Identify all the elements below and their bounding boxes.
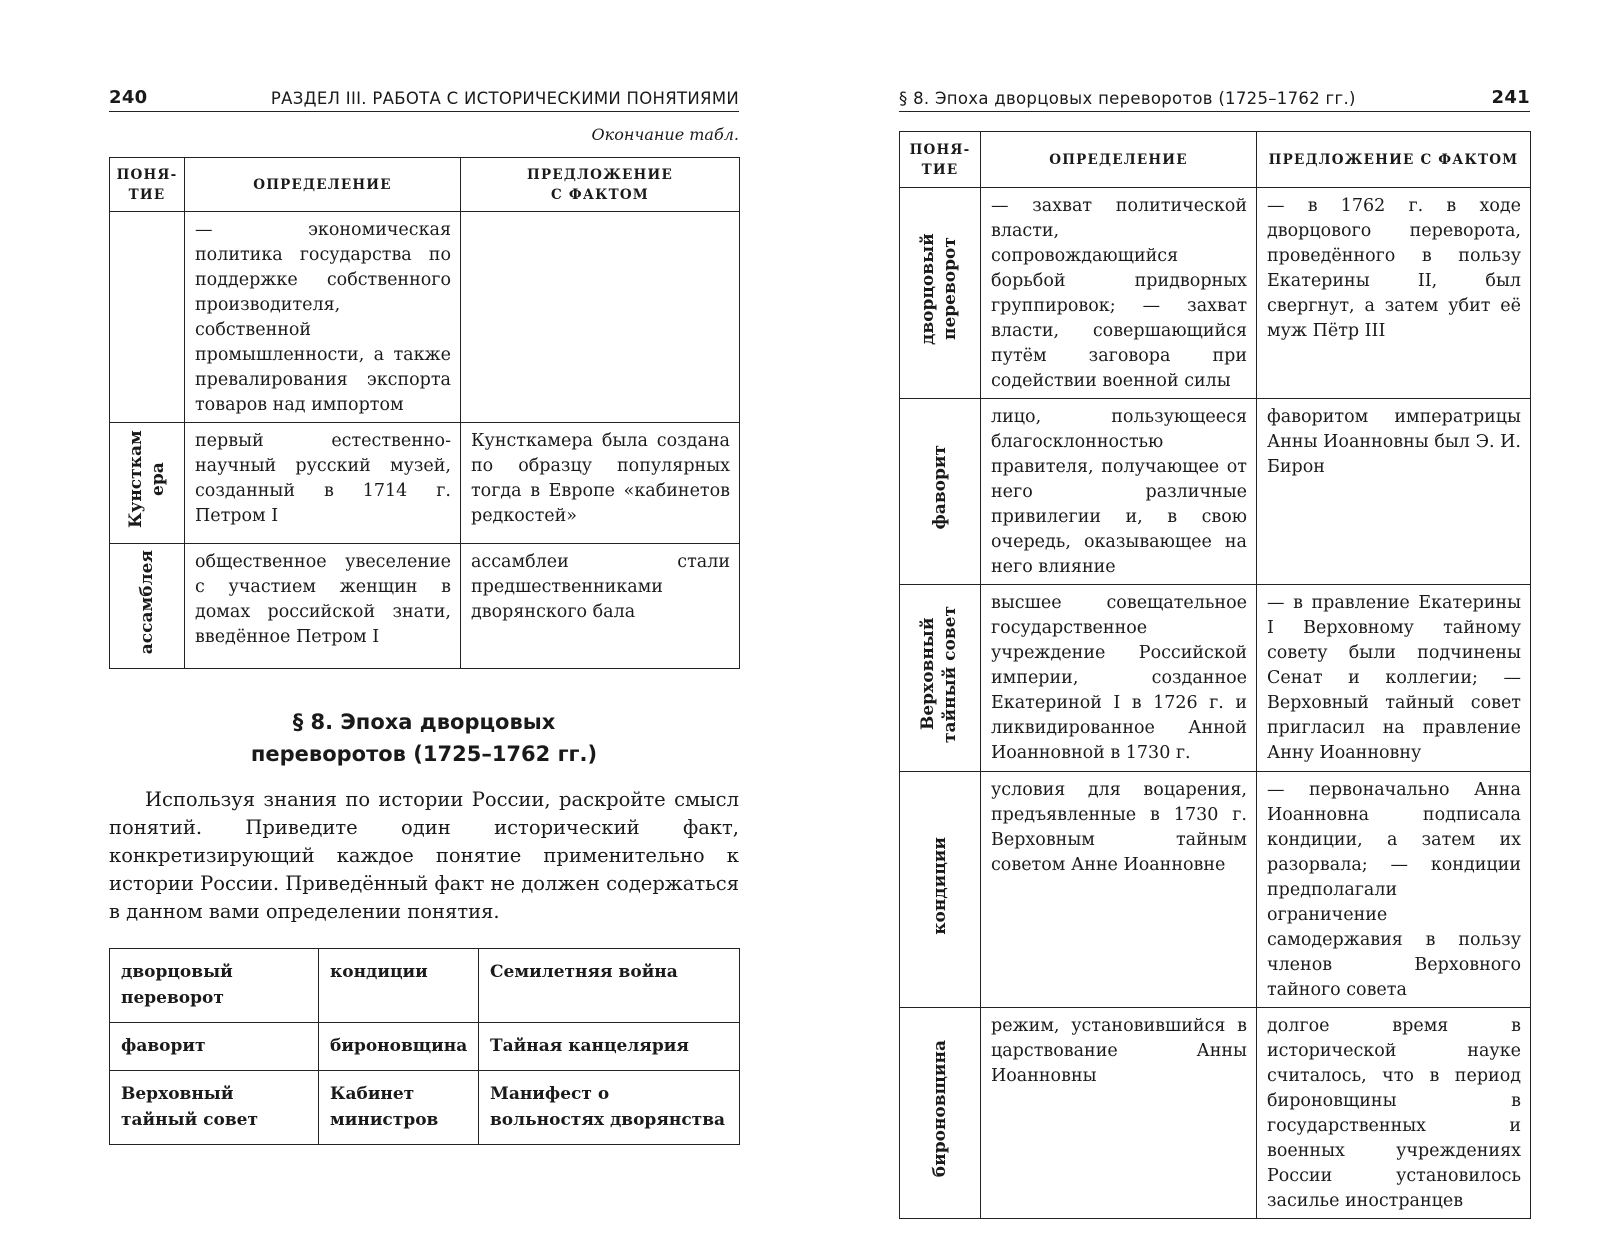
row-fact: фаворитом императрицы Анны Иоанновны был Э. И. Бирон [1257,399,1531,585]
row-term [110,423,185,544]
terms-row [110,1071,740,1145]
table-header-row [110,158,740,212]
left-definitions-table [109,157,740,669]
table-caption: Окончание табл. [591,125,739,144]
section-title-line: § 8. Эпоха дворцовых [292,710,556,734]
left-running-head [109,84,739,112]
right-running-head [899,84,1530,112]
row-term [900,772,981,1008]
row-definition: условия для воцарения, предъявленные в 1730 г. Верховным тайным советом Анне Иоанновне [981,772,1257,1008]
header-term: ПОНЯ- ТИЕ [110,158,185,212]
table-row [110,423,740,544]
right-running-head-title: § 8. Эпоха дворцовых переворотов (1725–1762 гг.) [899,89,1356,108]
table-row [900,585,1531,772]
terms-grid [109,948,740,1145]
row-fact: — первоначально Анна Иоанновна подписала кондиции, а затем их разорвала; — кондиции предполагали ограничение самодержавия в пользу членов Верховного тайного совета [1257,772,1531,1008]
task-text: Используя знания по истории России, раскройте смысл понятий. Приведите один исторический факт, конкретизирующий каждое понятие применительно к истории России. Приведённый факт не должен содержаться в данном вами определении понятия. [109,788,739,923]
row-definition: — экономическая политика государства по поддержке собственного производителя, собственной промышленности, а также превалирования экспорта товаров над импортом [185,212,461,423]
header-term: ПОНЯ- ТИЕ [900,132,981,188]
row-term-label: Верховный тайный совет [918,605,960,743]
table-row [900,1008,1531,1219]
row-term-label: Кунсткамера [126,430,168,528]
row-term [110,544,185,669]
header-definition: ОПРЕДЕЛЕНИЕ [185,158,461,212]
row-term-label: дворцовый переворот [918,233,960,345]
table-row [900,399,1531,585]
section-title-line: переворотов (1725–1762 гг.) [250,742,598,766]
row-term [900,188,981,399]
row-definition: режим, установившийся в царствование Анны Иоанновны [981,1008,1257,1219]
table-header-row [900,132,1531,188]
row-fact: — в правление Екатерины I Верховному тайному совету были подчинены Сенат и коллегии; — Верховный тайный совет пригласил на правление Анну Иоанновну [1257,585,1531,772]
term-cell: фаворит [110,1023,319,1071]
row-term [900,399,981,585]
row-term-label: кондиции [930,836,950,935]
row-term [900,1008,981,1219]
left-running-head-title: РАЗДЕЛ III. РАБОТА С ИСТОРИЧЕСКИМИ ПОНЯТИЯМИ [270,89,739,108]
terms-row [110,1023,740,1071]
row-definition: высшее совещательное государственное учреждение Российской империи, созданное Екатериной I в 1726 г. и ликвидированное Анной Иоанновной в 1730 г. [981,585,1257,772]
header-fact: ПРЕДЛОЖЕНИЕ С ФАКТОМ [461,158,740,212]
term-cell: бироновщина [319,1023,479,1071]
row-fact [461,212,740,423]
term-cell: Семилетняя война [479,949,740,1023]
row-term-label: ассамблея [137,549,157,655]
row-fact: ассамблеи стали предшественниками дворянского бала [461,544,740,669]
row-term [900,585,981,772]
term-cell: Тайная канцелярия [479,1023,740,1071]
term-cell: дворцовый переворот [110,949,319,1023]
row-definition: лицо, пользующееся благосклонностью правителя, получающее от него различные привилегии и, в свою очередь, оказывающее на него влияние [981,399,1257,585]
row-definition: общественное увеселение с участием женщин в домах российской знати, введённое Петром I [185,544,461,669]
row-definition: — захват политической власти, сопровождающийся борьбой придворных группировок; — захват власти, совершающийся путём заговора при содействии военной силы [981,188,1257,399]
terms-row [110,949,740,1023]
term-cell: Манифест о вольностях дворянства [479,1071,740,1145]
row-fact: — в 1762 г. в ходе дворцового переворота, проведённого в пользу Екатерины II, был свергнут, а затем убит её муж Пётр III [1257,188,1531,399]
left-page-number: 240 [109,87,148,108]
right-page-number: 241 [1491,87,1530,108]
row-fact: Кунсткамера была создана по образцу популярных тогда в Европе «кабинетов редкостей» [461,423,740,544]
table-row [900,188,1531,399]
right-definitions-table [899,131,1531,1219]
section-title [109,706,739,770]
header-definition: ОПРЕДЕЛЕНИЕ [981,132,1257,188]
row-definition: первый естественно-научный русский музей, созданный в 1714 г. Петром I [185,423,461,544]
header-fact: ПРЕДЛОЖЕНИЕ С ФАКТОМ [1257,132,1531,188]
row-fact: долгое время в исторической науке считалось, что в период бироновщины в государственных и военных учреждениях России установилось засилье иностранцев [1257,1008,1531,1219]
row-term-label: фаворит [930,445,950,530]
table-row [110,212,740,423]
term-cell: кондиции [319,949,479,1023]
row-term [110,212,185,423]
term-cell: Кабинет министров [319,1071,479,1145]
row-term-label: бироновщина [930,1040,950,1178]
table-row [900,772,1531,1008]
term-cell: Верховный тайный совет [110,1071,319,1145]
table-row [110,544,740,669]
